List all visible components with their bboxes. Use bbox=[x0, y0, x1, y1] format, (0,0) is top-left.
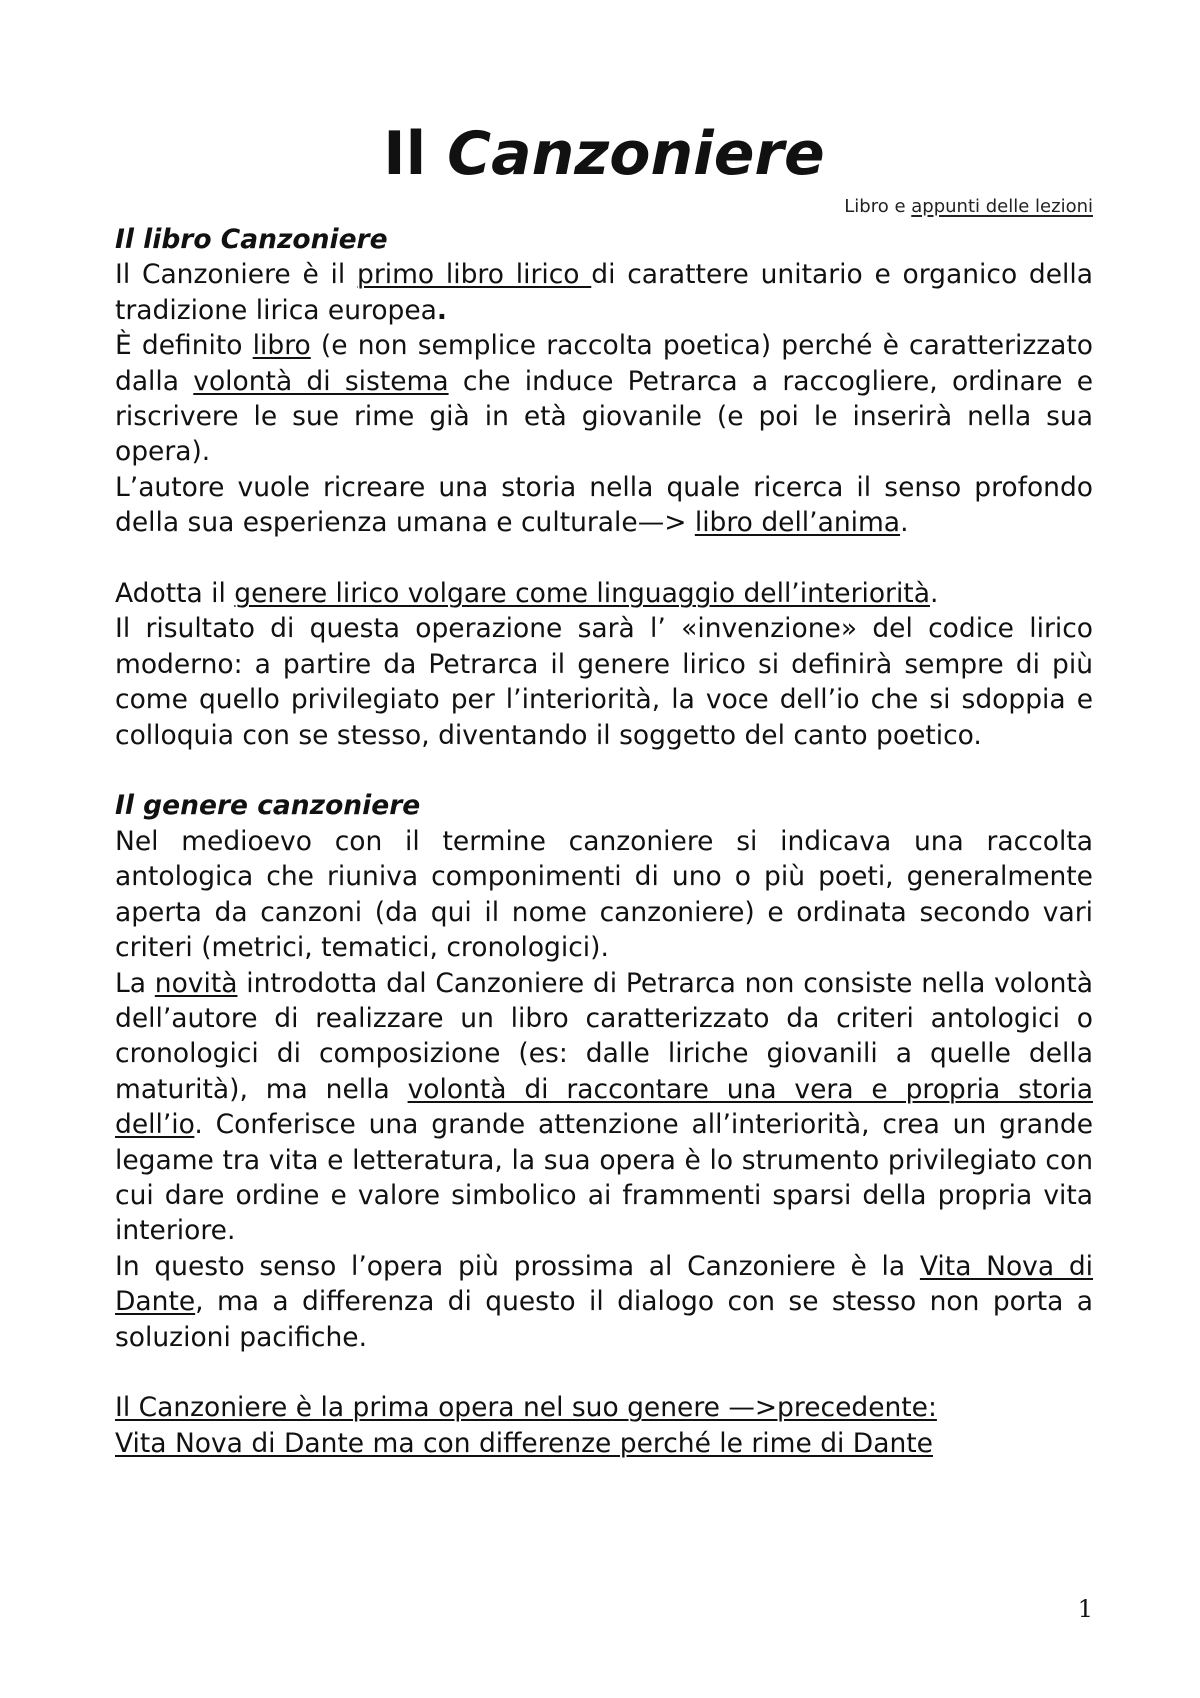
blank-line bbox=[115, 541, 1093, 576]
text-run: , ma a differenza di questo il dialogo con se stesso non porta a soluzioni pacifiche. bbox=[115, 1286, 1093, 1353]
text-run: Adotta il bbox=[115, 578, 235, 610]
paragraph bbox=[115, 1249, 1093, 1355]
subtitle-text: Libro e bbox=[844, 196, 912, 217]
section-heading-genere: Il genere canzoniere bbox=[115, 790, 421, 822]
blank-line bbox=[115, 753, 1093, 788]
document-body bbox=[115, 222, 1093, 1461]
subtitle-link[interactable]: appunti delle lezioni bbox=[911, 196, 1093, 217]
underlined-text: Il Canzoniere è la prima opera nel suo genere —>precedente: bbox=[115, 1392, 937, 1424]
title-part-1: Il bbox=[383, 119, 427, 189]
text-run: . bbox=[929, 578, 939, 610]
text-run: . bbox=[900, 507, 909, 539]
underlined-text: volontà di raccontare una vera e propria storia dell’io bbox=[115, 1073, 1093, 1141]
underlined-text: libro bbox=[252, 330, 311, 362]
title-part-2: Canzoniere bbox=[447, 119, 825, 189]
underlined-text: Vita Nova di Dante ma con differenze perché le rime di Dante bbox=[115, 1427, 933, 1459]
paragraph bbox=[115, 470, 1093, 541]
paragraph: Il risultato di questa operazione sarà l’ «invenzione» del codice lirico moderno: a partire da Petrarca il genere lirico si definirà sempre di più come quello privilegiato per l’interiorità, la voce dell’io che si sdoppia e colloquia con se stesso, diventando il soggetto del canto poetico. bbox=[115, 613, 1093, 751]
text-run: Il Canzoniere è il bbox=[115, 259, 358, 291]
text-run: In questo senso l’opera più prossima al Canzoniere è la bbox=[115, 1250, 920, 1282]
text-run: che induce Petrarca a raccogliere, ordinare e riscrivere le sue rime già in età giovanile (e poi le inserirà nella sua opera). bbox=[115, 365, 1093, 468]
paragraph bbox=[115, 1390, 1093, 1461]
paragraph bbox=[115, 966, 1093, 1249]
text-run: È definito bbox=[115, 330, 253, 362]
underlined-text: Vita Nova di Dante bbox=[115, 1250, 1094, 1318]
underlined-text: primo libro lirico bbox=[357, 259, 592, 291]
text-run: . Conferisce una grande attenzione all’interiorità, crea un grande legame tra vita e letteratura, la sua opera è lo strumento privilegiato con cui dare ordine e valore simbolico ai frammenti sparsi della propria vita interiore. bbox=[115, 1109, 1093, 1247]
underlined-text: novità bbox=[154, 967, 238, 999]
page-number: 1 bbox=[1077, 1595, 1093, 1623]
underlined-text: volontà di sistema bbox=[193, 365, 449, 397]
text-run: introdotta dal Canzoniere di Petrarca non consiste nella volontà dell’autore di realizzare un libro caratterizzato da criteri antologici o cronologici di composizione (es: dalle liriche giovanili a quelle della maturità), ma nella bbox=[115, 967, 1093, 1105]
section-heading-libro: Il libro Canzoniere bbox=[115, 224, 388, 255]
text-run: (e non semplice raccolta poetica) perché è caratterizzato dalla bbox=[115, 330, 1093, 397]
text-run: L’autore vuole ricreare una storia nella quale ricerca il senso profondo della sua esperienza umana e culturale—> bbox=[115, 471, 1093, 539]
paragraph bbox=[115, 328, 1093, 470]
paragraph bbox=[115, 576, 1093, 611]
paragraph: Nel medioevo con il termine canzoniere si indicava una raccolta antologica che riuniva componimenti di uno o più poeti, generalmente aperta da canzoni (da qui il nome canzoniere) e ordinata secondo vari criteri (metrici, tematici, cronologici). bbox=[115, 825, 1093, 964]
page-title bbox=[115, 118, 1093, 190]
document-page bbox=[115, 0, 1093, 1698]
blank-line bbox=[115, 1355, 1093, 1390]
underlined-text: libro dell’anima bbox=[694, 507, 901, 539]
subtitle bbox=[844, 196, 1093, 218]
text-run: . bbox=[436, 294, 447, 326]
text-run: La bbox=[115, 967, 155, 999]
underlined-text: genere lirico volgare come linguaggio dell’interiorità bbox=[234, 578, 930, 610]
text-run: di carattere unitario e organico della tradizione lirica europea bbox=[115, 259, 1094, 326]
paragraph bbox=[115, 257, 1093, 328]
